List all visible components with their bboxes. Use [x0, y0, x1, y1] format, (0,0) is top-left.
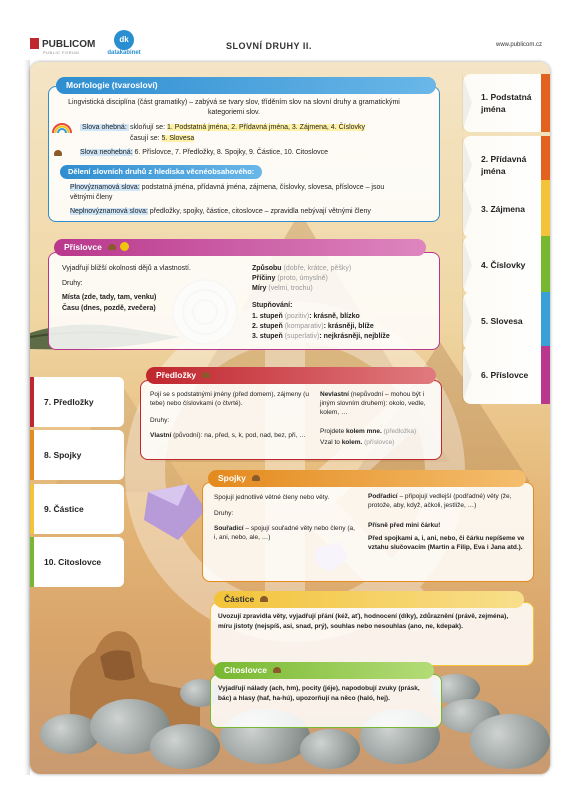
neplnovyznamova-line: Neplnovýznamová slova: předložky, spojky, částice, citoslovce – zpravidla nebývají větnými členy — [70, 208, 371, 215]
prislovce-heading: Příslovce — [54, 239, 426, 256]
page-header — [0, 0, 580, 62]
tab-color-edge — [30, 430, 34, 480]
tab-color-edge — [541, 236, 550, 294]
predlozky-intro: Pojí se s podstatnými jmény (před domem), zájmeny (u tebe) nebo číslovkami (o čtvrté). — [150, 391, 309, 407]
tab-castice[interactable] — [30, 484, 124, 534]
tab-label: 10. Citoslovce — [44, 557, 102, 567]
predlozky-heading: Předložky — [146, 367, 436, 384]
spojky-souradici: Souřadicí – spojují souřadné věty nebo členy (a, i, ani, nebo, ale, …) — [214, 525, 355, 541]
prislovce-mista: Místa (zde, tady, tam, venku) — [62, 294, 157, 301]
spojky-druhy: Druhy: — [214, 510, 234, 517]
prislovce-priciny: Příčiny (proto, úmyslně) — [252, 275, 328, 282]
tab-color-edge — [30, 537, 34, 587]
sklonuji-se-line: skloňují se: 1. Podstatná jména, 2. Přídavná jména, 3. Zájmena, 4. Číslovky — [130, 124, 366, 131]
prislovce-zpusobu: Způsobu (dobře, krátce, pěšky) — [252, 265, 352, 272]
tab-label: 5. Slovesa — [481, 316, 523, 326]
datakabinet-logo[interactable] — [104, 30, 144, 56]
tab-podstatna-jmena[interactable] — [463, 74, 550, 132]
pile-icon — [273, 667, 281, 673]
morfologie-intro: Lingvistická disciplína (část gramatiky) – zabývá se tvary slov, tříděním slov na slovní druhy a gramatickými kategoriemi slov. — [68, 99, 400, 116]
tab-label: 6. Příslovce — [481, 370, 529, 380]
tab-label: 4. Číslovky — [481, 260, 526, 270]
tab-label: 3. Zájmena — [481, 204, 525, 214]
predlozky-druhy: Druhy: — [150, 417, 170, 424]
page-title: SLOVNÍ DRUHY II. — [226, 41, 312, 51]
spojky-pravidlo: Před spojkami a, i, ani, nebo, či čárku nepíšeme ve vztahu slučovacím (Martin a Filip, Eva i Jana atd.). — [368, 535, 525, 551]
spojky-podradici: Podřadicí – připojují vedlejší (podřadné) věty (že, protože, aby, když, ačkoli, jestliže, …) — [368, 493, 512, 509]
spojky-priklad: Přísně před mini čárku! — [368, 522, 441, 529]
prislovce-stupen1: 1. stupeň (pozitiv): krásně, blízko — [252, 313, 360, 320]
deleni-heading: Dělení slovních druhů z hlediska věcnéobsahového: — [60, 165, 262, 179]
pile-icon — [202, 372, 210, 378]
prislovce-stupen2: 2. stupeň (komparativ): krásněji, blíže — [252, 323, 374, 330]
tab-label: 2. Přídavná jména — [481, 154, 527, 176]
prislovce-stupnovani: Stupňování: — [252, 302, 293, 309]
predlozky-vlastni: Vlastní (původní): na, před, s, k, pod, nad, bez, při, … — [150, 432, 306, 439]
predlozky-example1: Projdete kolem mne. (předložka) — [320, 428, 417, 435]
prislovce-miry: Míry (velmi, trochu) — [252, 285, 313, 292]
pile-icon — [54, 150, 62, 156]
pile-icon — [260, 596, 268, 602]
tab-label: 8. Spojky — [44, 450, 82, 460]
amethyst-gem-image — [138, 482, 208, 542]
prislovce-stupen3: 3. stupeň (superlativ): nejkrásněji, nejblíže — [252, 333, 390, 340]
predlozky-nevlastni: Nevlastní (nepůvodní – mohou být i jiným slovním druhem): okolo, vedle, kolem, … — [320, 391, 426, 416]
tab-color-edge — [30, 484, 34, 534]
prislovce-druhy: Druhy: — [62, 280, 83, 287]
prislovce-intro: Vyjadřují bližší okolnosti dějů a vlastností. — [62, 265, 191, 272]
tab-color-edge — [541, 292, 550, 350]
poster — [30, 62, 550, 774]
tab-predlozky[interactable] — [30, 377, 124, 427]
tab-spojky[interactable] — [30, 430, 124, 480]
tab-label: 1. Podstatná jména — [481, 92, 532, 114]
citoslovce-heading: Citoslovce — [214, 662, 434, 679]
tab-label: 7. Předložky — [44, 397, 94, 407]
spojky-intro: Spojují jednotlivé větné členy nebo věty. — [214, 494, 330, 501]
tab-color-edge — [541, 74, 550, 132]
tab-label: 9. Částice — [44, 504, 84, 514]
rainbow-icon — [52, 121, 72, 133]
tab-citoslovce[interactable] — [30, 537, 124, 587]
tab-cislovky[interactable] — [463, 236, 550, 294]
tab-color-edge — [30, 377, 34, 427]
tab-slovesa[interactable] — [463, 292, 550, 350]
tab-zajmena[interactable] — [463, 180, 550, 238]
predlozky-example2: Vzal to kolem. (příslovce) — [320, 439, 395, 446]
publicom-logo[interactable]: PUBLICOM PUBLIC FORUM — [30, 38, 95, 55]
tab-color-edge — [541, 180, 550, 238]
morfologie-heading: Morfologie (tvarosloví) — [56, 77, 436, 94]
castice-heading: Částice — [214, 591, 524, 608]
datakabinet-logo-text: datakabinet — [107, 50, 141, 56]
slova-neohebna-line: Slova neohebná: 6. Příslovce, 7. Předložky, 8. Spojky, 9. Částice, 10. Citoslovce — [80, 149, 328, 156]
datakabinet-logo-icon: dk — [114, 30, 134, 50]
castice-text: Uvozují zpravidla věty, vyjadřují přání (kéž, ať), hodnocení (díky), zdůraznění (právě, zejména), míru jistoty (nejspíš, asi, snad, prý), souhlas nebo nesouhlas (ano, ne, kdepak). — [218, 613, 509, 630]
site-url[interactable]: www.publicom.cz — [496, 42, 543, 48]
slova-ohebna-label: Slova ohebná: — [82, 124, 127, 131]
prislovce-casu: Času (dnes, pozdě, zvečera) — [62, 305, 156, 312]
pile-icon — [252, 475, 260, 481]
citoslovce-text: Vyjadřují nálady (ach, hm), pocity (jéje), napodobují zvuky (prásk, bác) a hlasy (haf, ha-hú), upozorňují na něco (haló, hej). — [218, 685, 420, 702]
plnovyznamova-line: Plnovýznamová slova: podstatná jména, přídavná jména, zájmena, číslovky, slovesa, příslovce – jsou větnými členy — [70, 184, 385, 201]
tab-prislovce[interactable] — [463, 346, 550, 404]
pile-icon — [108, 244, 116, 250]
tab-color-edge — [541, 346, 550, 404]
casuji-se-line: časují se: 5. Slovesa — [130, 135, 195, 142]
publicom-logo-icon — [30, 38, 39, 49]
spojky-heading: Spojky — [208, 470, 526, 487]
smiley-icon — [120, 242, 129, 251]
